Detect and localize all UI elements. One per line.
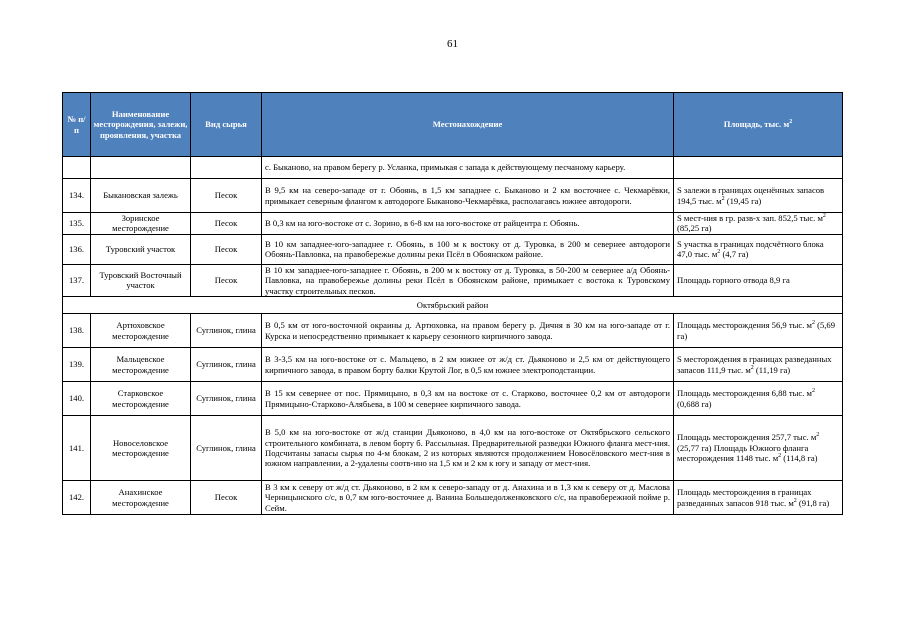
deposit-location: В 3-3,5 км на юго-востоке от с. Мальцево, в 2 км южнее от ж/д ст. Дьяконово и 2,5 км от действующего кирпичного завода, в правом борту балки Крутой Лог, в 0,5 км южнее электроподстанции. (262, 348, 674, 382)
header-name: Наименование месторождения, залежи, проявления, участка (91, 93, 191, 157)
deposit-name: Мальцевское месторождение (91, 348, 191, 382)
page-number: 61 (447, 38, 458, 50)
row-number: 135. (63, 213, 91, 235)
header-area: Площадь, тыс. $м^2$ (674, 93, 843, 157)
table-row (63, 416, 843, 481)
row-number: 141. (63, 416, 91, 481)
deposit-location: В 0,5 км от юго-восточной окраины д. Артюховка, на правом берегу р. Дичня в 30 км на юго-западе от г. Курска и непосредственно примыкает к карьеру сезонного кирпичного завода. (262, 314, 674, 348)
table-row (63, 382, 843, 416)
deposit-area: S участка в границах подсчётного блока 47,0 тыс. $м^2$ (4,7 га) (674, 234, 843, 264)
deposit-location: В 3 км к северу от ж/д ст. Дьяконово, в 2 км к северо-западу от д. Анахина и в 1,3 км к северу от д. Маслова Черницынского с/с, в 0,7 км юго-восточнее д. Ванина Большедолженковского с/с, на правобережной пойме р. Сейм. (262, 481, 674, 515)
raw-material-type: Песок (191, 481, 262, 515)
table-row (63, 314, 843, 348)
deposit-name: Зоринское месторождение (91, 213, 191, 235)
row-number: 142. (63, 481, 91, 515)
deposit-area: Площадь месторождения 6,88 тыс. $м^2$ (0,688 га) (674, 382, 843, 416)
deposit-location: В 5,0 км на юго-востоке от ж/д станции Дьяконово, в 4,0 км на юго-востоке от Октябрьского сельского строительного комбината, в левом борту б. Рассыльная. Предварительной разведки Южного фланга мест-ния. Подсчитаны запасы сырья по 4-м блокам, 2 из которых являются продолжением Новосёловского мест-ния в южном направлении, а 2-удалены соотв-нно на 1,5 км и 2 км к югу и западу от мест-ния. (262, 416, 674, 481)
table-header-row (63, 93, 843, 157)
row-number: 134. (63, 179, 91, 213)
deposit-area: Площадь горного отвода 8,9 га (674, 264, 843, 296)
deposits-table (62, 92, 843, 515)
deposit-area: S месторождения в границах разведанных запасов 111,9 тыс. $м^2$ (11,19 га) (674, 348, 843, 382)
deposit-area: S мест-ния в гр. разв-х зап. 852,5 тыс. $м^2$ (85,25 га) (674, 213, 843, 235)
deposit-location: В 10 км западнее-юго-западнее г. Обоянь, в 100 м к востоку от д. Туровка, в 200 м севернее автодороги Обоянь-Павловка, на правобережье долины реки Псёл в Обоянском районе. (262, 234, 674, 264)
deposit-name: Быкановская залежь (91, 179, 191, 213)
deposit-location: В 10 км западнее-юго-западнее г. Обоянь, в 200 м к востоку от д. Туровка, в 50-200 м севернее а/д Обоянь-Павловка, на правобережье долины реки Псёл в Обоянском районе, примыкает с востока к Туровскому участку строительных песков. (262, 264, 674, 296)
table-row (63, 179, 843, 213)
raw-material-type: Суглинок, глина (191, 348, 262, 382)
row-number: 139. (63, 348, 91, 382)
table-row (63, 234, 843, 264)
table-row (63, 348, 843, 382)
region-row (63, 297, 843, 314)
raw-material-type: Суглинок, глина (191, 416, 262, 481)
deposit-area: Площадь месторождения 257,7 тыс. $м^2$ (25,77 га) Площадь Южного фланга месторождения 1148 тыс. $м^2$ (114,8 га) (674, 416, 843, 481)
deposit-name: Анахинское месторождение (91, 481, 191, 515)
raw-material-type: Песок (191, 234, 262, 264)
table-body-part-b (63, 314, 843, 515)
continuation-location: с. Быканово, на правом берегу р. Усланка, примыкая с запада к действующему песчаному карьеру. (262, 157, 674, 179)
table-row (63, 481, 843, 515)
raw-material-type: Песок (191, 213, 262, 235)
row-number: 137. (63, 264, 91, 296)
deposit-name: Туровский Восточный участок (91, 264, 191, 296)
table-body-part-a (63, 157, 843, 297)
row-number: 138. (63, 314, 91, 348)
deposit-name: Туровский участок (91, 234, 191, 264)
row-number: 140. (63, 382, 91, 416)
deposit-name: Старковское месторождение (91, 382, 191, 416)
deposit-name: Новоселовское месторождение (91, 416, 191, 481)
raw-material-type: Суглинок, глина (191, 314, 262, 348)
header-type: Вид сырья (191, 93, 262, 157)
continuation-row (63, 157, 843, 179)
deposit-location: В 9,5 км на северо-западе от г. Обоянь, в 1,5 км западнее с. Быканово и 2 км восточнее с. Чекмарёвки, примыкает северным флангом к автодороге Быканово-Чекмарёвка, располагаясь южнее автодороги. (262, 179, 674, 213)
row-number: 136. (63, 234, 91, 264)
deposit-location: В 0,3 км на юго-востоке от с. Зорино, в 6-8 км на юго-востоке от райцентра г. Обоянь. (262, 213, 674, 235)
deposit-name: Артюховское месторождение (91, 314, 191, 348)
deposit-area: S залежи в границах оценённых запасов 194,5 тыс. $м^2$ (19,45 га) (674, 179, 843, 213)
deposit-area: Площадь месторождения в границах разведанных запасов 918 тыс. $м^2$ (91,8 га) (674, 481, 843, 515)
raw-material-type: Песок (191, 179, 262, 213)
header-num: № п/п (63, 93, 91, 157)
table-row (63, 213, 843, 235)
deposit-area: Площадь месторождения 56,9 тыс. $м^2$ (5,69 га) (674, 314, 843, 348)
header-location: Местонахождение (262, 93, 674, 157)
region-heading: Октябрьский район (63, 297, 843, 314)
raw-material-type: Суглинок, глина (191, 382, 262, 416)
table-row (63, 264, 843, 296)
raw-material-type: Песок (191, 264, 262, 296)
deposit-location: В 15 км севернее от пос. Прямицыно, в 0,3 км на востоке от с. Старково, восточнее 0,2 км от автодороги Прямицыно-Старково-Алябьева, в 100 м севернее кирпичного завода. (262, 382, 674, 416)
